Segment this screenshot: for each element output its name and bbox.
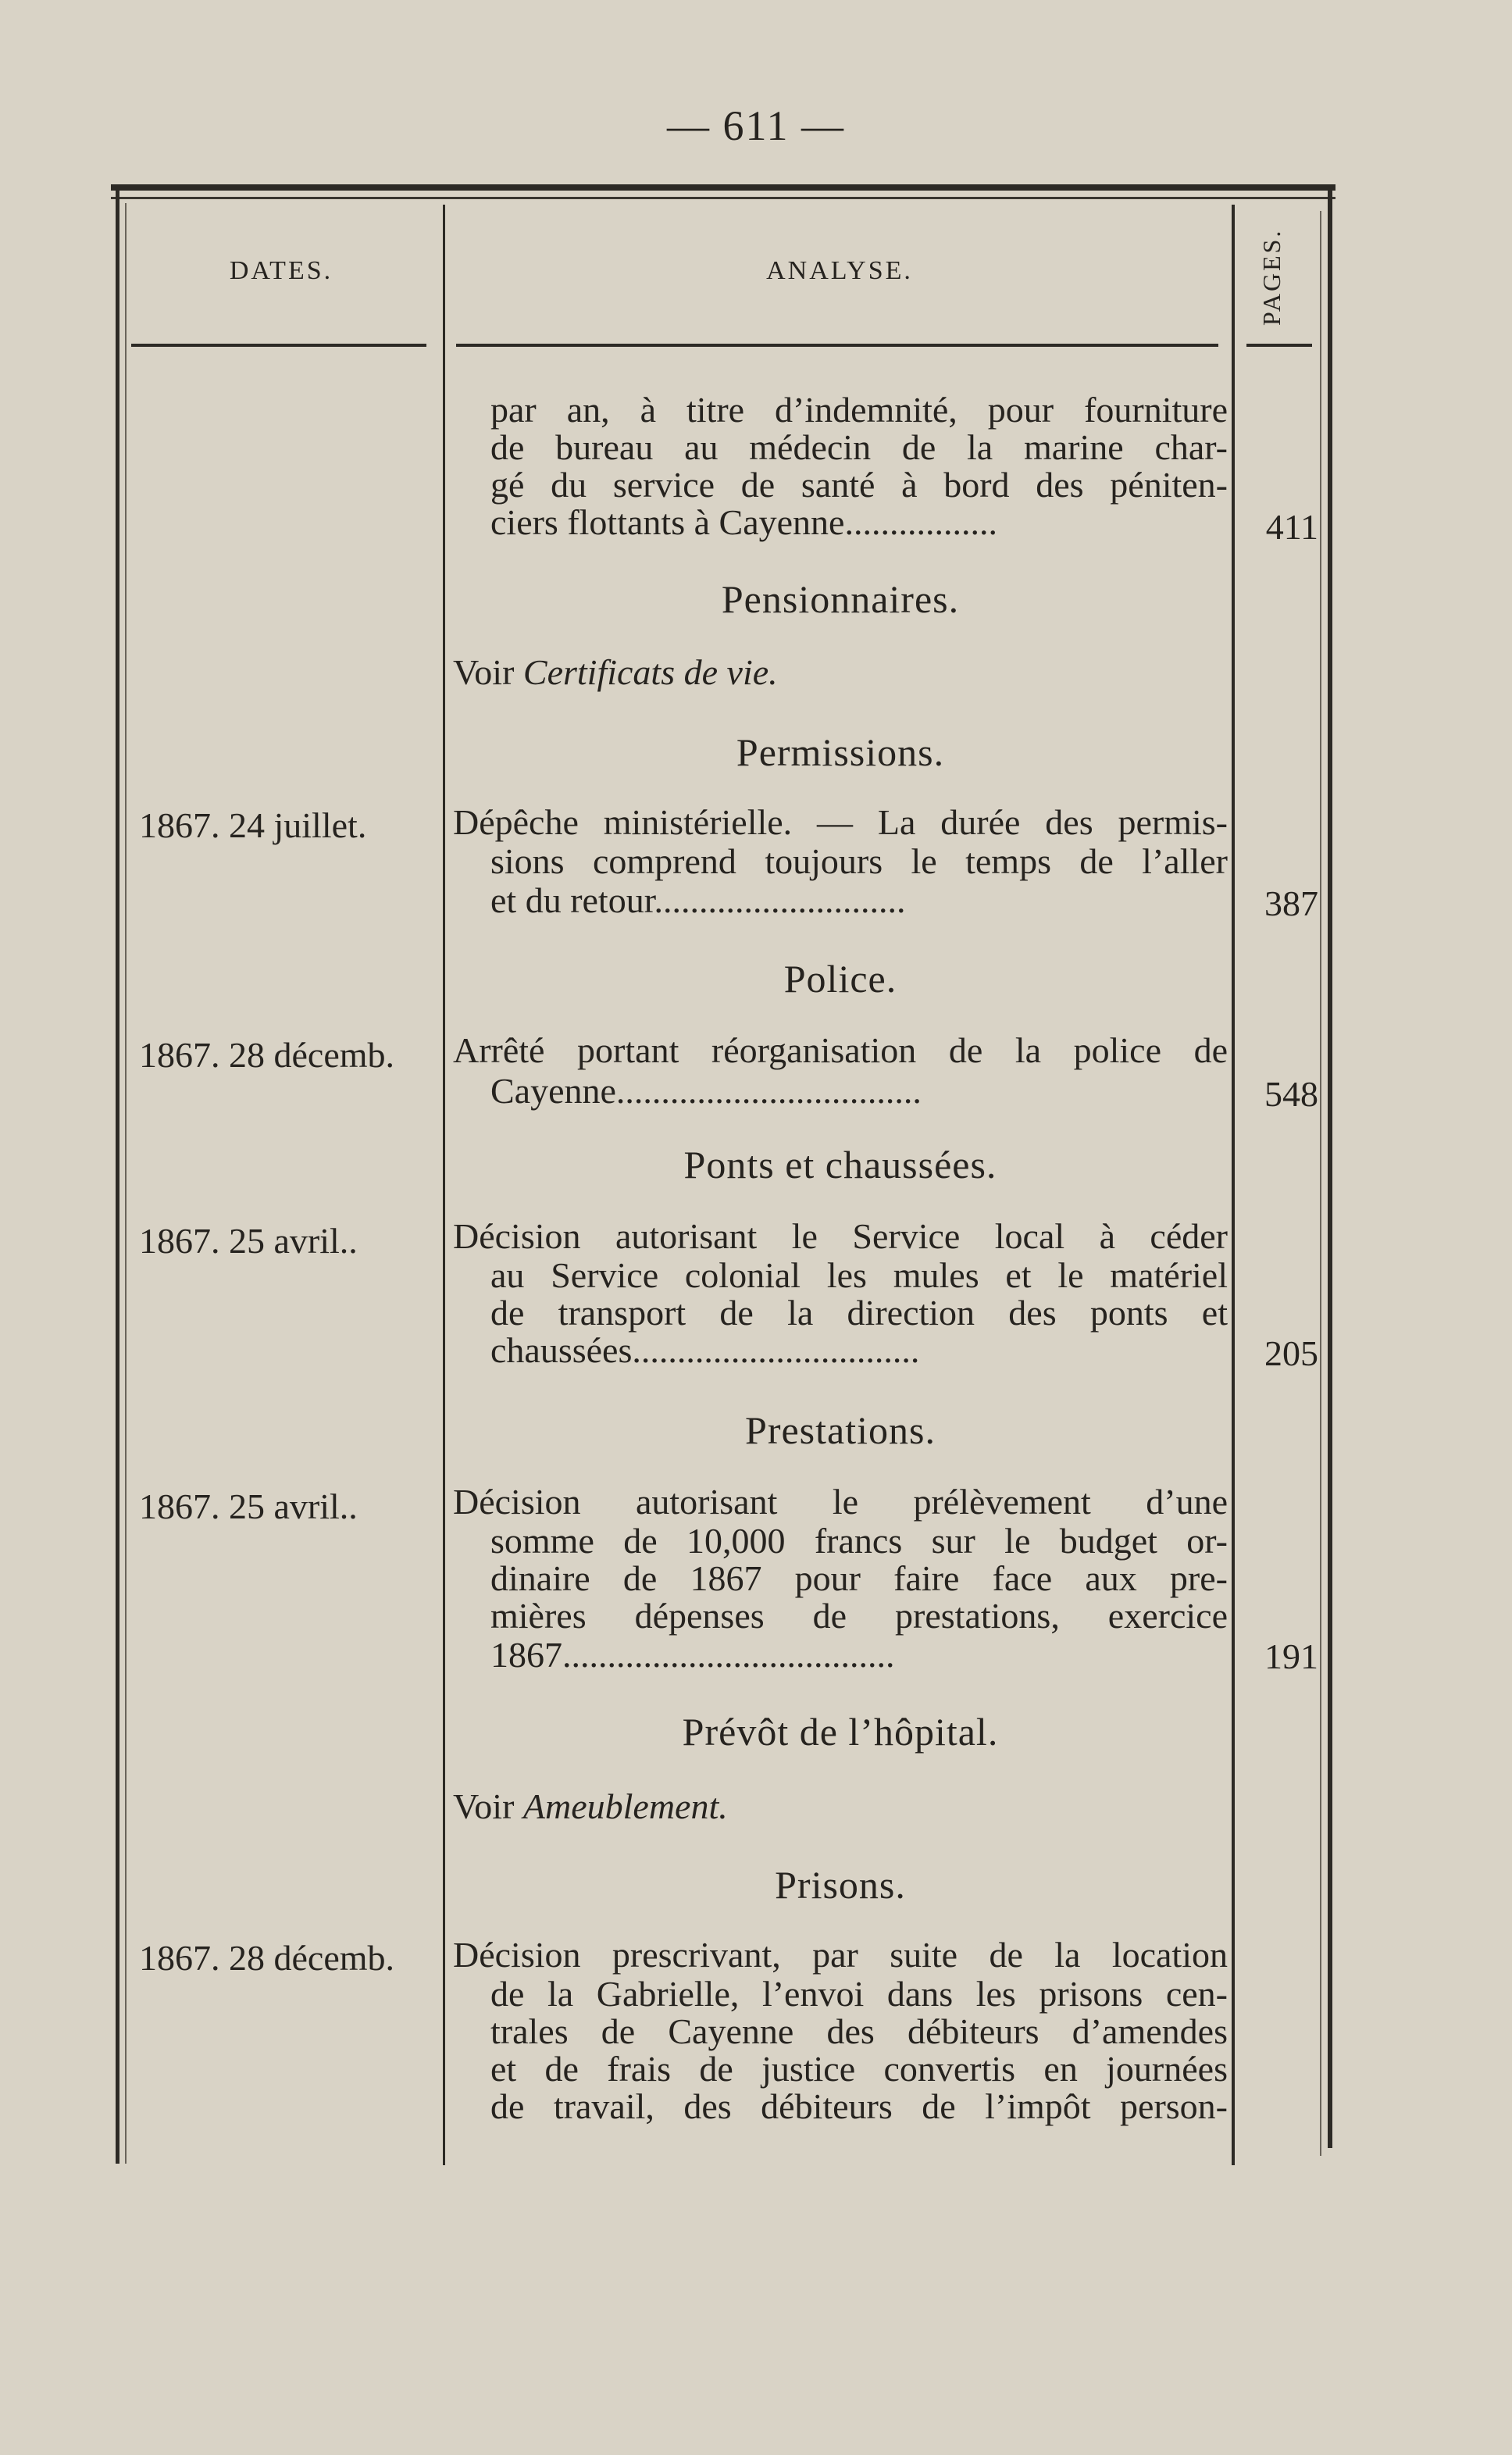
- column-divider-dates: [443, 205, 445, 2165]
- entry-page-number: 548: [1264, 1074, 1318, 1114]
- entry-text-line: somme de 10,000 francs sur le budget or-: [490, 1521, 1228, 1561]
- entry-text-line: trales de Cayenne des débiteurs d’amendes: [490, 2011, 1228, 2051]
- table-left-border: [116, 187, 119, 2164]
- section-heading-ponts: Ponts et chaussées.: [683, 1143, 997, 1186]
- header-rule-pages: [1246, 344, 1312, 347]
- page-number: — 611 —: [667, 102, 845, 149]
- entry-date: 1867. 24 juillet.: [139, 805, 367, 845]
- entry-text-line: et de frais de justice convertis en journées: [490, 2049, 1228, 2089]
- cross-reference: Voir Certificats de vie.: [453, 652, 778, 692]
- entry-text-line: et du retour............................: [490, 880, 906, 920]
- entry-text-line: Décision prescrivant, par suite de la location: [453, 1935, 1228, 1975]
- section-heading-police: Police.: [783, 957, 897, 1001]
- entry-text-line: 1867.....................................: [490, 1635, 895, 1675]
- entry-text-line: de la Gabrielle, l’envoi dans les prisons cen-: [490, 1974, 1228, 2014]
- entry-page-number: 205: [1264, 1333, 1318, 1373]
- section-heading-pensionnaires: Pensionnaires.: [721, 577, 960, 621]
- entry-text-line: ciers flottants à Cayenne.................: [490, 502, 997, 542]
- section-heading-prevot: Prévôt de l’hôpital.: [682, 1710, 999, 1754]
- entry-page-number: 411: [1265, 507, 1318, 547]
- entry-text-line: de travail, des débiteurs de l’impôt person-: [490, 2086, 1228, 2126]
- table-left-inner-border: [125, 203, 127, 2164]
- section-heading-prestations: Prestations.: [745, 1408, 936, 1452]
- header-dates: DATES.: [229, 256, 333, 285]
- entry-date: 1867. 28 décemb.: [139, 1035, 395, 1075]
- entry-text-line: Arrêté portant réorganisation de la police de: [453, 1030, 1228, 1070]
- header-analyse: ANALYSE.: [766, 256, 913, 285]
- entry-date: 1867. 25 avril..: [139, 1221, 358, 1261]
- section-heading-permissions: Permissions.: [736, 730, 945, 774]
- header-pages: PAGES.: [1257, 228, 1286, 327]
- table-top-rule-thin: [111, 197, 1335, 199]
- entry-text-line: dinaire de 1867 pour faire face aux pre-: [490, 1558, 1228, 1598]
- entry-text-line: chaussées................................: [490, 1330, 920, 1370]
- entry-text-line: au Service colonial les mules et le matériel: [490, 1255, 1228, 1295]
- entry-page-number: 191: [1264, 1636, 1318, 1676]
- section-heading-prisons: Prisons.: [775, 1863, 906, 1907]
- column-divider-pages: [1232, 205, 1235, 2165]
- entry-text-line: sions comprend toujours le temps de l’aller: [490, 841, 1228, 881]
- table-right-inner-border: [1320, 211, 1321, 2156]
- table-top-rule: [111, 184, 1335, 191]
- entry-text-line: Cayenne..................................: [490, 1071, 922, 1111]
- entry-page-number: 387: [1264, 883, 1318, 923]
- header-rule-dates: [131, 344, 426, 347]
- entry-text-line: Dépêche ministérielle. — La durée des permis-: [453, 802, 1228, 842]
- entry-date: 1867. 25 avril..: [139, 1486, 358, 1526]
- entry-text-line: par an, à titre d’indemnité, pour fourniture: [490, 390, 1228, 430]
- entry-date: 1867. 28 décemb.: [139, 1938, 395, 1978]
- entry-text-line: Décision autorisant le Service local à céder: [453, 1216, 1228, 1256]
- cross-reference: Voir Ameublement.: [453, 1786, 728, 1826]
- entry-text-line: de transport de la direction des ponts et: [490, 1293, 1228, 1333]
- entry-text-line: gé du service de santé à bord des péniten-: [490, 465, 1228, 505]
- header-rule-analyse: [456, 344, 1218, 347]
- entry-text-line: de bureau au médecin de la marine char-: [490, 427, 1228, 467]
- table-right-border: [1328, 187, 1332, 2148]
- entry-text-line: mières dépenses de prestations, exercice: [490, 1596, 1228, 1636]
- entry-text-line: Décision autorisant le prélèvement d’une: [453, 1482, 1228, 1522]
